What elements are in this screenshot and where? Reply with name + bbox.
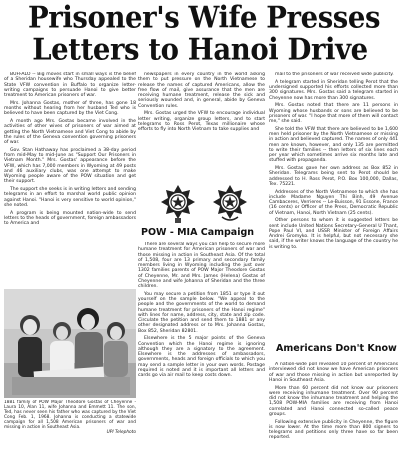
paragraph: Gov. Stan Hathaway has proclaimed a 38-day period from mid-May to mid-June as "Support Our Prisoners in Vietnam Month." Mrs. Gostas' appearance before the VFW, which has 7,000 members in Wyoming at 49 posts and 46 auxiliary clubs, was one attempt to make Wyoming people aware of the POW situation and get their support.	[4, 147, 136, 185]
paragraph: More than 60 percent did not know our prisoners were receiving inhumane treatment. Over 90 percent did not know the inhumane treatment and helping the 1,508 POW-MIA families are receiving from Hanoi correlated and Hanoi connected so-called peace groups.	[269, 385, 398, 417]
paragraph: There are several ways you can help to secure more humane treatment for American prisoners of war and those missing in action in Southeast Asia. Of the total of 1,508, four are 13 primary and secondary family members living in Wyoming including the just over 1302 families parents of POW Major Theodore Gostas of Cheyenne, Mr. and Mrs. James (Helena) Gostas of Cheyenne and wife Johanna of Sheridan and the three children.	[138, 242, 265, 289]
paragraph: You may secure a petition from 1851 or type it out yourself on the sample below. "We appeal to the people and the governments of the world to demand humane treatment for prisoners of the Hanoi regime" with lines for name, address, city, state and zip code. Circulate the petition and send them to 1881 or any other designated address or to Mrs. Johanna Gostas, Box 852, Sheridan 82801.	[138, 291, 265, 334]
article-column-5	[269, 362, 398, 446]
headline-line-1: Prisoner's Wife Presses	[28, 0, 381, 36]
vfw-emblem	[160, 184, 196, 224]
article-column-4	[138, 242, 265, 446]
paragraph: The support she seeks is in writing letters and sending telegrams in an effort to marshal world public opinion against Hanoi. "Hanoi is very sensitive to world opinion," she noted.	[4, 187, 136, 208]
article-column-3	[269, 72, 398, 339]
vfw-auxiliary-emblem	[212, 184, 248, 224]
paragraph: A nation-wide poll revealed 10 percent of Americans interviewed did not know we have American prisoners of war and those missing in action but unreported by Hanoi in Southeast Asia.	[269, 362, 398, 383]
article-column-2	[138, 72, 265, 182]
paragraph: Mrs. Johanna Gostas, mother of three, has gone 18 months without hearing from her husband Ted who is believed to have been captured by the Viet Cong.	[4, 100, 136, 117]
paragraph: Mrs. Gostas urged the VFW to encourage individual letter writing, organize group letters, and to start telegrams to Ross Perot, Texas millionaire whose efforts to fly into North Vietnam to take supplies and	[138, 111, 265, 132]
family-photo	[4, 289, 136, 398]
paragraph: She told the VFW that there are believed to be 1,600 men held prisoner by the North Vietnamese or missing in action and believed captured. The names of only 441 men are known, however, and only 135 are permitted to write their families -- then letters of six lines each per year which sometimes arrive six months late and stuffed with propaganda.	[269, 126, 398, 164]
photo-credit: UPI Telephoto	[106, 430, 136, 435]
caption-text: 1881 family of POW Major Theodore Gostas of Cheyenne - Laura 10, Alan 11, wife Johanna and Emmett 11. The son, Ted, has never seen his father who was captured by the Viet Cong Feb. 1, 1968. Johanna is conducting a statewide campaign for all 1,508 American prisoners of war and missing in action in Southeast Asia.	[4, 400, 136, 430]
paragraph: A telegram started in Sheridan telling Perot that the undersigned supported his efforts collected more than 300 signatures. Mrs. Gostas said a telegram started in Cheyenne now has more than 300 signatures.	[269, 79, 398, 101]
paragraph: Following extensive publicity in Cheyenne, the figure is now lower. At the time more than 800 signers to telegrams and petitions only three have so far been reported.	[269, 419, 398, 441]
paragraph: newspapers in every country in the world asking them to put pressure on the North Vietnamese to release the names of captured Americans, allow the free flow of mail, give assurance that the men are receiving humane treatment, release the sick and seriously wounded and, in general, abide by Geneva Convention rules.	[138, 72, 265, 109]
photo-caption	[4, 400, 136, 448]
subhead-americans-dont-know: Americans Don't Know	[276, 343, 397, 354]
paragraph: Other persons to whom it is suggested letters be sent include United Nations Secretary-General U Thant, Pope Paul VI, and USSR Minister of Foreign Affairs Andrei Gromyko. It is helpful, but not necessary she said, if the writer knows the language of the country he is writing to.	[269, 218, 398, 250]
paragraph: Mrs. Gostas noted that there are 11 persons in Wyoming whose husbands or sons are believed to be prisoners of war. "I hope that more of them will contact me," she said.	[269, 103, 398, 124]
paragraph: A program is being mounted nation-wide to send letters to the heads of government, foreign ambassadors to America and	[4, 210, 136, 226]
article-column-1	[4, 72, 136, 282]
paragraph: BUFFALO -- Big moves start in small ways is the belief of a Sheridan housewife who Thursday appealed to the State VFW convention in Buffalo to organize letter-writing campaigns to persuade Hanoi to give better treatment to American prisoners of war.	[4, 72, 136, 98]
family-photo-image	[4, 289, 136, 398]
paragraph: A month ago Mrs. Gostas became involved in the activities of other wives of prisoners of war aimed at getting the North Vietnamese and Viet Cong to abide by the rules of the Geneva convention governing prisoners of war.	[4, 119, 136, 145]
paragraph: Elsewhere is the 5 major points of the Geneva Convention which the Hanoi regime is ignoring although they are a signatory to the agreement. Elsewhere is the addresses of ambassadors, governments, heads and foreign officials to which you may send a sample letter in your own words. Postage required is noted and it is important all letters and cards go via air mail to keep costs down.	[138, 336, 265, 378]
paragraph: mail to the prisoners of war received wide publicity.	[275, 72, 394, 77]
subhead-pow-mia: POW - MIA Campaign	[141, 227, 255, 238]
headline-line-2: Letters to Hanoi Drive	[32, 32, 368, 68]
paragraph: Mrs. Gostas gave her own address as Box 852 in Sheridan. Telegrams being sent to Perot should be addressed to H. Ross Perot, P.O. Box 100,000, Dallas, Tex. 75221.	[269, 166, 398, 187]
paragraph: Addresses of the North Vietnamese to which she has include Madame Nguyen Thi Binh, 49 Avenue Cambaceres, Verrieres -- Le-Buisson, 91 Essone, France (16 cents) or Officer of the Press, Democratic Republic of Vietnam, Hanoi, North Vietnam (25 cents).	[269, 189, 398, 216]
